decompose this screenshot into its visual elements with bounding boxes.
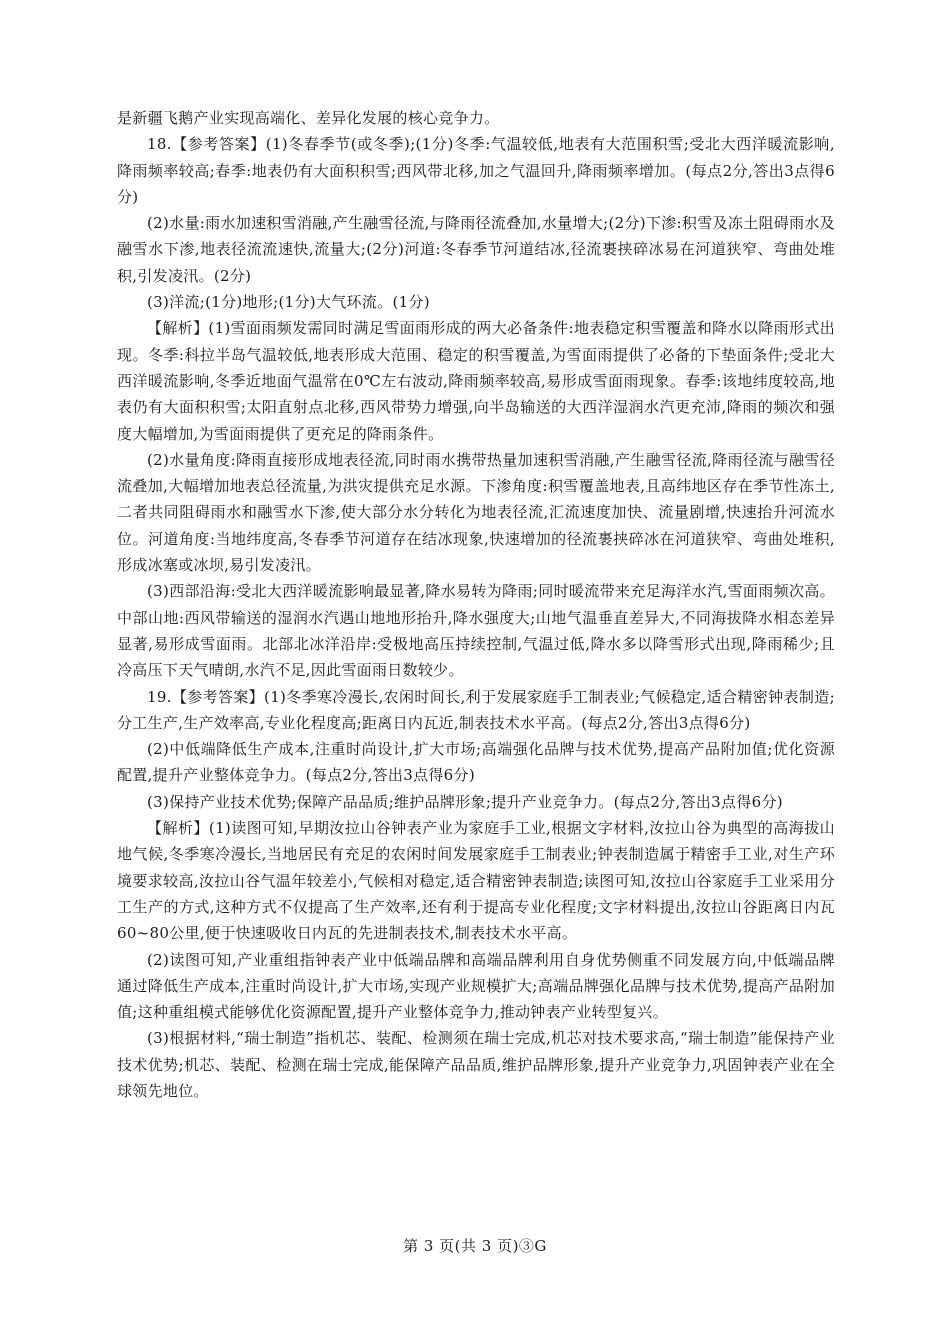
page-footer: 第 3 页(共 3 页)③G	[403, 1237, 547, 1255]
q19-answer-part3: (3)保持产业技术优势;保障产品品质;维护品牌形象;提升产业竞争力。(每点2分,答出3点得6分)	[147, 792, 783, 811]
answer-content	[117, 105, 835, 1104]
q18-analysis-part2: (2)水量角度:降雨直接形成地表径流,同时雨水携带热量加速积雪消融,产生融雪径流,降雨径流与融雪径流叠加,大幅增加地表总径流量,为洪灾提供充足水源。下渗角度:积雪覆盖地表,且高纬地区存在季节性冻土,二者共同阻碍雨水和融雪水下渗,使大部分水分转化为地表径流,汇流速度加快、流量剧增,快速抬升河流水位。河道角度:当地纬度高,冬春季节河道存在结冰现象,快速增加的径流裹挟碎冰在河道狭窄、弯曲处堆积,形成冰塞或冰坝,易引发凌汛。	[117, 450, 835, 575]
q18-answer-part3: (3)洋流;(1分)地形;(1分)大气环流。(1分)	[147, 293, 430, 312]
q19-analysis-part1: 【解析】(1)读图可知,早期汝拉山谷钟表产业为家庭手工业,根据文字材料,汝拉山谷为典型的高海拔山地气候,冬季寒冷漫长,当地居民有充足的农闲时间发展家庭手工制表业;钟表制造属于精密手工业,对生产环境要求较高,汝拉山谷气温年较差小,气候相对稳定,适合精密钟表制造;读图可知,汝拉山谷家庭手工业采用分工生产的方式,这种方式不仅提高了生产效率,还有利于提高专业化程度;文字材料提出,汝拉山谷距离日内瓦60~80公里,便于快速吸收日内瓦的先进制表技术,制表技术水平高。	[117, 819, 835, 943]
q18-answer-part1: 18.【参考答案】(1)冬春季节(或冬季);(1分)冬季:气温较低,地表有大范围积雪;受北大西洋暖流影响,降雨频率较高;春季:地表仍有大面积积雪;西风带北移,加之气温回升,降雨频率增加。(每点2分,答出3点得6分)	[117, 135, 835, 206]
q18-analysis-part3: (3)西部沿海:受北大西洋暖流影响最显著,降水易转为降雨;同时暖流带来充足海洋水汽,雪面雨频次高。中部山地:西风带输送的湿润水汽遇山地地形抬升,降水强度大;山地气温垂直差异大,不同海拔降水相态差异显著,易形成雪面雨。北部北冰洋沿岸:受极地高压持续控制,气温过低,降水多以降雪形式出现,降雨稀少;且冷高压下天气晴朗,水汽不足,因此雪面雨日数较少。	[117, 582, 835, 680]
q18-analysis-part1: 【解析】(1)雪面雨频发需同时满足雪面雨形成的两大必备条件:地表稳定积雪覆盖和降水以降雨形式出现。冬季:科拉半岛气温较低,地表形成大范围、稳定的积雪覆盖,为雪面雨提供了必备的下垫面条件;受北大西洋暖流影响,冬季近地面气温常在0℃左右波动,降雨频率较高,易形成雪面雨现象。春季:该地纬度较高,地表仍有大面积积雪;太阳直射点北移,西风带势力增强,向半岛输送的大西洋湿润水汽更充沛,降雨的频次和强度大幅增加,为雪面雨提供了更充足的降雨条件。	[117, 319, 835, 443]
q18-answer-part2: (2)水量:雨水加速积雪消融,产生融雪径流,与降雨径流叠加,水量增大;(2分)下渗:积雪及冻土阻碍雨水及融雪水下渗,地表径流流速快,流量大;(2分)河道:冬春季节河道结冰,径流裹挟碎冰易在河道狭窄、弯曲处堆积,引发凌汛。(2分)	[117, 214, 835, 285]
q19-analysis-part2: (2)读图可知,产业重组指钟表产业中低端品牌和高端品牌利用自身优势侧重不同发展方向,中低端品牌通过降低生产成本,注重时尚设计,扩大市场,实现产业规模扩大;高端品牌强化品牌与技术优势,提高产品附加值;这种重组模式能够优化资源配置,提升产业整体竞争力,推动钟表产业转型复兴。	[117, 950, 835, 1022]
q19-answer-part2: (2)中低端降低生产成本,注重时尚设计,扩大市场;高端强化品牌与技术优势,提高产品附加值;优化资源配置,提升产业整体竞争力。(每点2分,答出3点得6分)	[117, 740, 835, 785]
q19-analysis-part3: (3)根据材料,“瑞士制造”指机芯、装配、检测须在瑞士完成,机芯对技术要求高,“瑞士制造”能保持产业技术优势;机芯、装配、检测在瑞士完成,能保障产品品质,维护品牌形象,提升产业竞争力,巩固钟表产业在全球领先地位。	[117, 1029, 835, 1100]
q19-answer-part1: 19.【参考答案】(1)冬季寒冷漫长,农闲时间长,利于发展家庭手工制表业;气候稳定,适合精密钟表制造;分工生产,生产效率高,专业化程度高;距离日内瓦近,制表技术水平高。(每点2分,答出3点得6分)	[117, 687, 835, 732]
paragraph-continuation: 是新疆飞鹅产业实现高端化、差异化发展的核心竞争力。	[117, 109, 500, 127]
